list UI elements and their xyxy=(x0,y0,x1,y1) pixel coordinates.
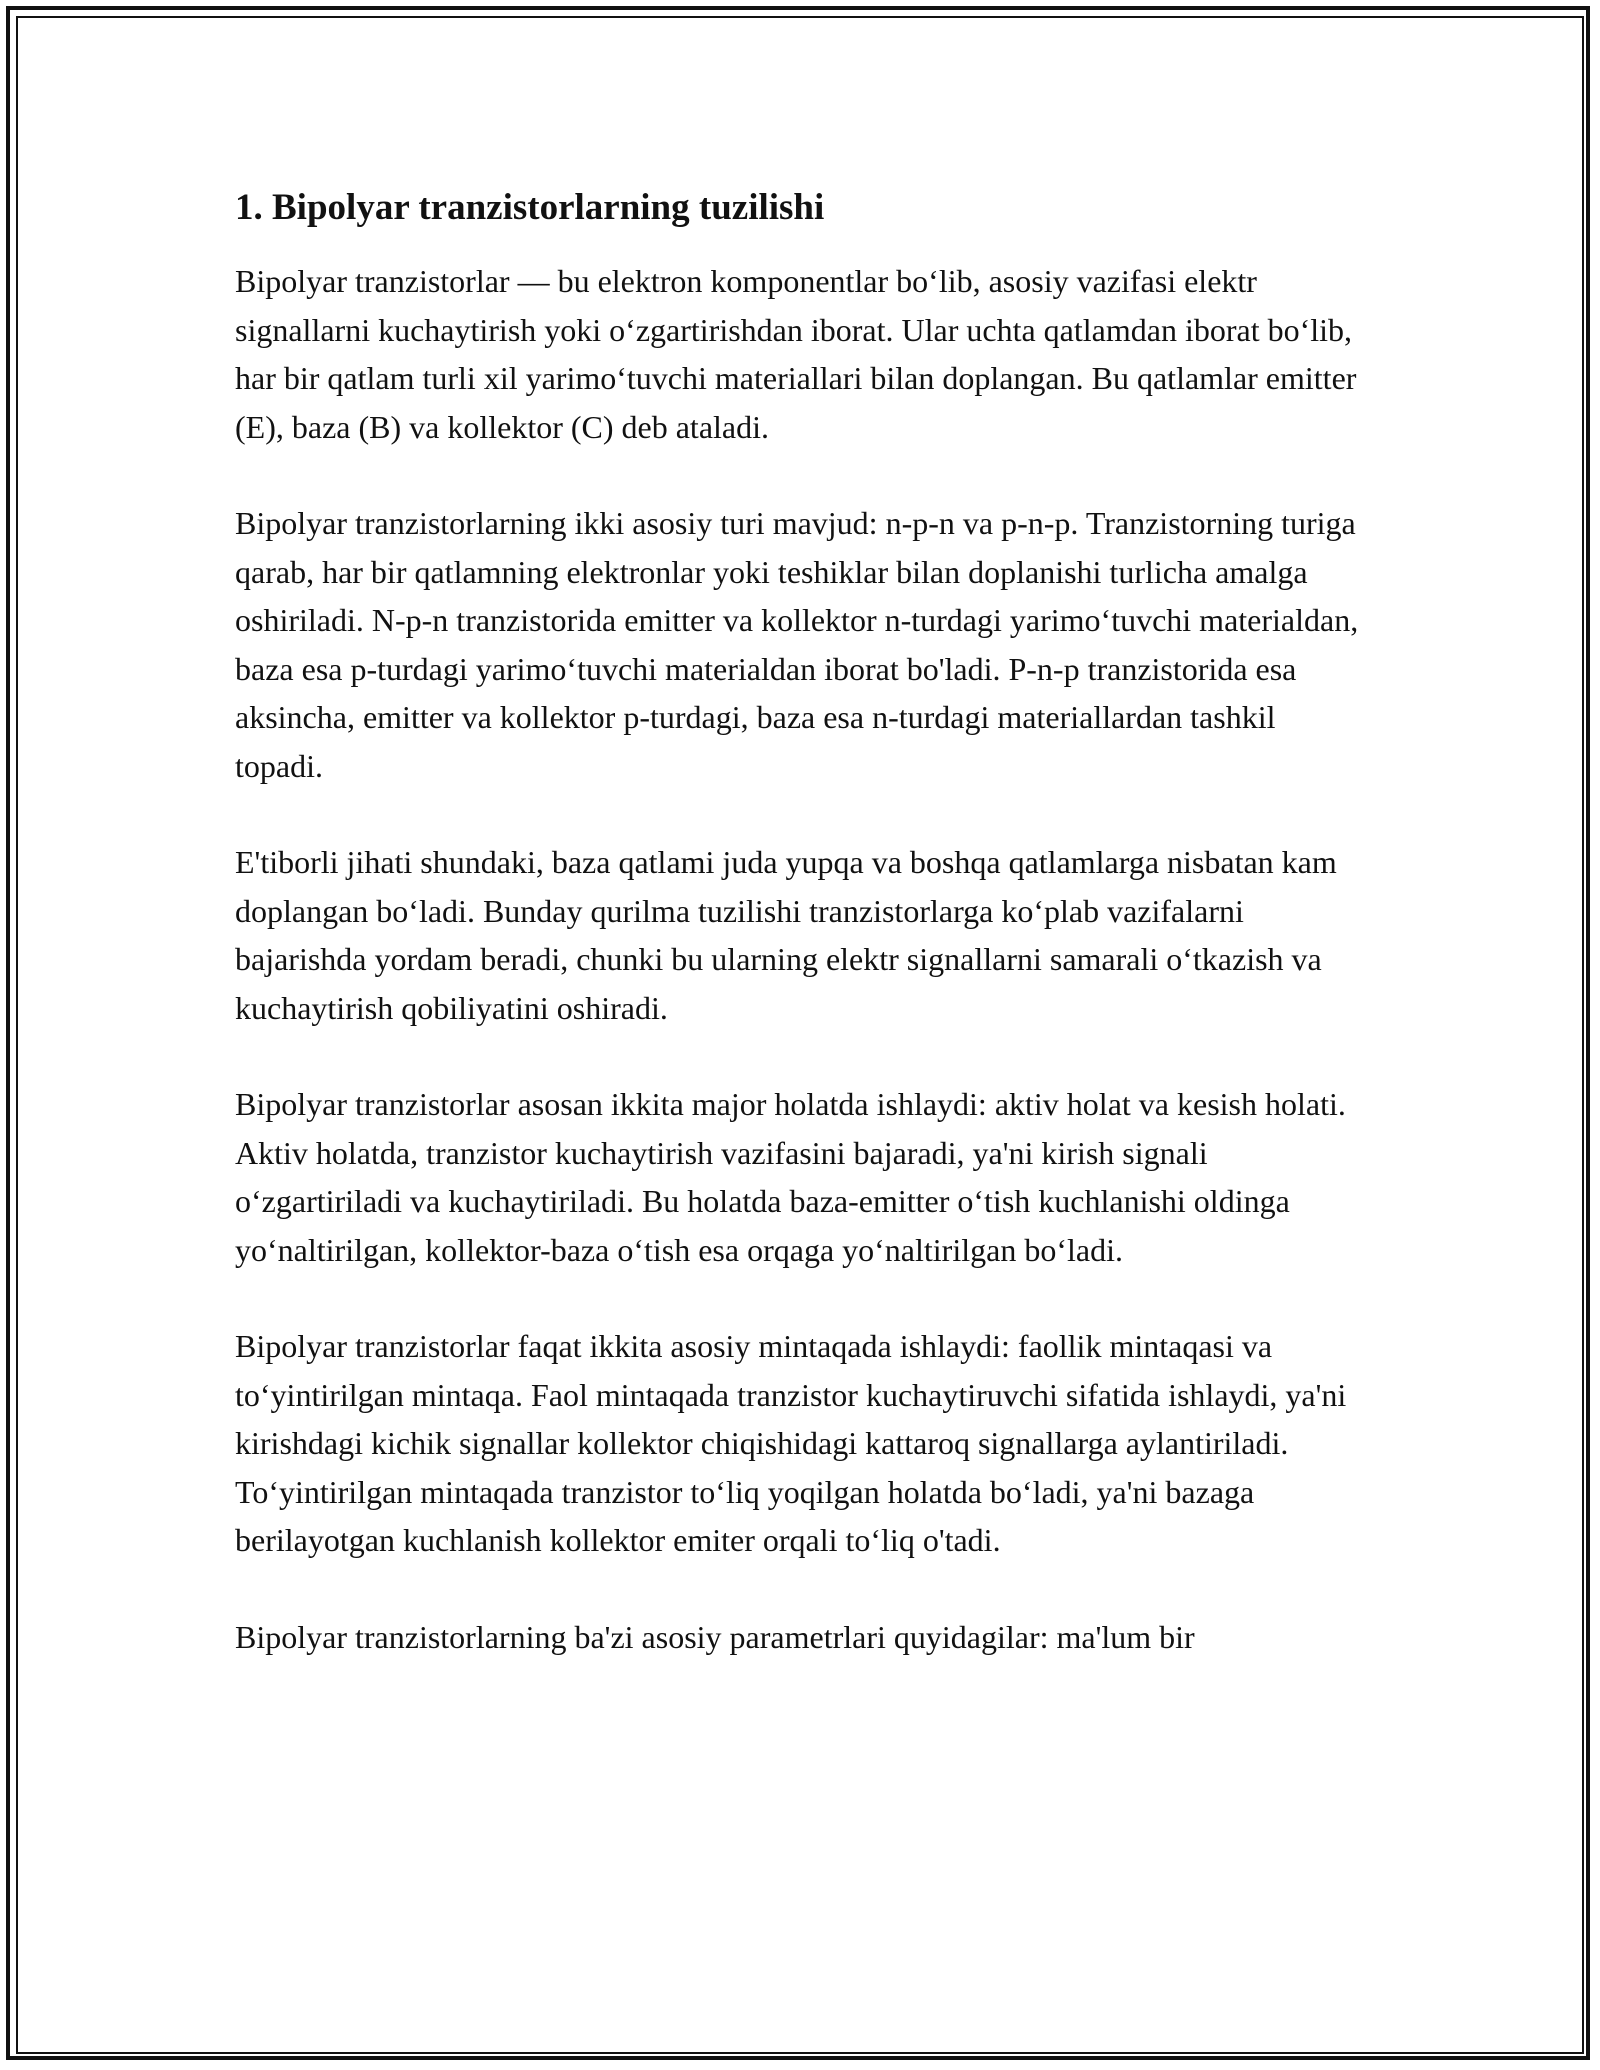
paragraph-types: Bipolyar tranzistorlarning ikki asosiy turi mavjud: n-p-n va p-n-p. Tranzistorning turiga qarab, har bir qatlamning elektronlar yoki teshiklar bilan doplanishi turlicha amalga oshiriladi. N-p-n tranzistorida emitter va kollektor n-turdagi yarimo‘tuvchi materialdan, baza esa p-turdagi yarimo‘tuvchi materialdan iborat bo'ladi. P-n-p tranzistorida esa aksincha, emitter va kollektor p-turdagi, baza esa n-turdagi materiallardan tashkil topadi. xyxy=(235,505,1359,784)
document-body xyxy=(235,185,1365,1709)
paragraph-parameters: Bipolyar tranzistorlarning ba'zi asosiy parametrlari quyidagilar: ma'lum bir xyxy=(235,1618,1195,1655)
paragraph-structure: Bipolyar tranzistorlar — bu elektron komponentlar bo‘lib, asosiy vazifasi elektr signallarni kuchaytirish yoki o‘zgartirishdan iborat. Ular uchta qatlamdan iborat bo‘lib, har bir qatlam turli xil yarimo‘tuvchi materiallari bilan doplangan. Bu qatlamlar emitter (E), baza (B) va kollektor (C) deb ataladi. xyxy=(235,263,1357,445)
paragraph-base-layer: E'tiborli jihati shundaki, baza qatlami juda yupqa va boshqa qatlamlarga nisbatan kam doplangan bo‘ladi. Bunday qurilma tuzilishi tranzistorlarga ko‘plab vazifalarni bajarishda yordam beradi, chunki bu ularning elektr signallarni samarali o‘tkazish va kuchaytirish qobiliyatini oshiradi. xyxy=(235,844,1337,1026)
paragraph-operating-regions: Bipolyar tranzistorlar faqat ikkita asosiy mintaqada ishlaydi: faollik mintaqasi va to‘yintirilgan mintaqa. Faol mintaqada tranzistor kuchaytiruvchi sifatida ishlaydi, ya'ni kirishdagi kichik signallar kollektor chiqishidagi kattaroq signallarga aylantiriladi. To‘yintirilgan mintaqada tranzistor to‘liq yoqilgan holatda bo‘ladi, ya'ni bazaga berilayotgan kuchlanish kollektor emiter orqali to‘liq o'tadi. xyxy=(235,1328,1347,1558)
paragraph-operating-states: Bipolyar tranzistorlar asosan ikkita major holatda ishlaydi: aktiv holat va kesish holati. Aktiv holatda, tranzistor kuchaytirish vazifasini bajaradi, ya'ni kirish signali o‘zgartiriladi va kuchaytiriladi. Bu holatda baza-emitter o‘tish kuchlanishi oldinga yo‘naltirilgan, kollektor-baza o‘tish esa orqaga yo‘naltirilgan bo‘ladi. xyxy=(235,1086,1346,1268)
section-heading: 1. Bipolyar tranzistorlarning tuzilishi xyxy=(235,187,825,228)
